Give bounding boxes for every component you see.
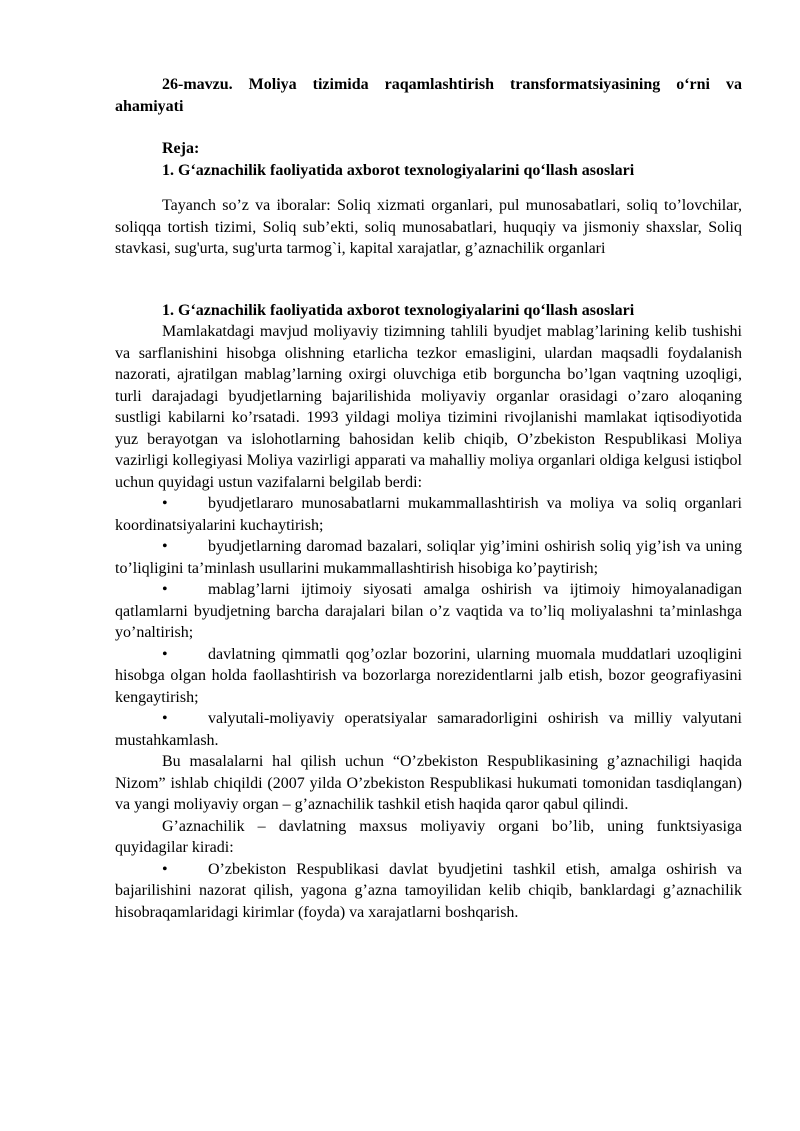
task-bullet-item (115, 536, 742, 579)
bullet-icon: • (162, 495, 168, 512)
task-text: davlatning qimmatli qog’ozlar bozorini, ularning muomala muddatlari uzoqligini hisobga olgan holda faollashtirish va bozorlarga norezidentlarni jalb etish, bozor geografiyasini kengaytirish; (115, 645, 742, 706)
task-bullet-item (115, 579, 742, 644)
function-text: O’zbekiston Respublikasi davlat byudjetini tashkil etish, amalga oshirish va bajarilishini nazorat qilish, yagona g’azna tamoyilidan kelib chiqib, banklardagi g’aznachilik hisobraqamlaridagi kirimlar (foyda) va xarajatlarni boshqarish. (115, 860, 742, 921)
function-bullet-item (115, 859, 742, 924)
intro-paragraph: Mamlakatdagi mavjud moliyaviy tizimning tahlili byudjet mablag’larining kelib tushishi va sarflanishini hisobga olishning etarlicha tezkor emasligini, ulardan maqsadli foydalanish nazorati, ajratilgan mablag’larning oxirgi oluvchiga etib borguncha bo’lgan vaqtning uzoqligi, turli darajadagi byudjetlarning bajarilishida moliyaviy organlar orasidagi o’zaro aloqaning sustligi kabilarni ko’rsatadi. 1993 yildagi moliya tizimini rivojlanishi mamlakat iqtisodiyotida yuz berayotgan va islohotlarning bahosidan kelib chiqib, O’zbekiston Respublikasi Moliya vazirligi kollegiyasi Moliya vazirligi apparati va mahalliy moliya organlari oldiga kelgusi istiqbol uchun quyidagi ustun vazifalarni belgilab berdi: (115, 323, 742, 491)
document-page (115, 74, 742, 923)
task-text: valyutali-moliyaviy operatsiyalar samaradorligini oshirish va milliy valyutani mustahkamlash. (115, 710, 742, 749)
task-text: mablag’larni ijtimoiy siyosati amalga oshirish va ijtimoiy himoyalanadigan qatlamlarni byudjetning barcha darajalari bilan o’z vaqtida va to’liq moliyalashni ta’minlashga yo’naltirish; (115, 581, 742, 641)
task-bullet-item (115, 493, 742, 536)
task-text: byudjetlarning daromad bazalari, soliqlar yig’imini oshirish soliq yig’ish va uning to’liqligini ta’minlash usullarini mukammallashtirish hisobiga ko’paytirish; (115, 538, 742, 577)
plan-item: 1. G‘aznachilik faoliyatida axborot texnologiyalarini qo‘llash asoslari (162, 161, 635, 179)
task-bullet-item (115, 644, 742, 709)
task-bullet-item (115, 708, 742, 751)
bullet-icon: • (162, 710, 168, 727)
bullet-icon: • (162, 538, 168, 555)
keywords-paragraph: Tayanch so’z va iboralar: Soliq xizmati organlari, pul munosabatlari, soliq to’lovchilar, soliqqa tortish tizimi, Soliq sub’ekti, soliq munosabatlari, huquqiy va jismoniy shaxslar, Soliq stavkasi, sug'urta, sug'urta tarmog`i, kapital xarajatlar, g’aznachilik organlari (115, 197, 742, 257)
nizom-paragraph: Bu masalalarni hal qilish uchun “O’zbekiston Respublikasining g’aznachiligi haqida Nizom” ishlab chiqildi (2007 yilda O’zbekiston Respublikasi hukumati tomonidan tasdiqlangan) va yangi moliyaviy organ – g’aznachilik tashkil etish haqida qaror qabul qilindi. (115, 753, 742, 813)
document-title: 26-mavzu. Moliya tizimida raqamlashtirish transformatsiyasining o‘rni va ahamiyati (115, 76, 742, 115)
task-text: byudjetlararo munosabatlarni mukammallashtirish va moliya va soliq organlari koordinatsiyalarini kuchaytirish; (115, 495, 742, 534)
bullet-icon: • (162, 645, 168, 663)
section-heading: 1. G‘aznachilik faoliyatida axborot texnologiyalarini qo‘llash asoslari (162, 301, 635, 319)
plan-heading: Reja: (162, 140, 200, 157)
treasury-definition-paragraph: G’aznachilik – davlatning maxsus moliyaviy organi bo’lib, uning funktsiyasiga quyidagilar kiradi: (115, 817, 742, 856)
bullet-icon: • (162, 581, 168, 598)
bullet-icon: • (162, 860, 168, 878)
